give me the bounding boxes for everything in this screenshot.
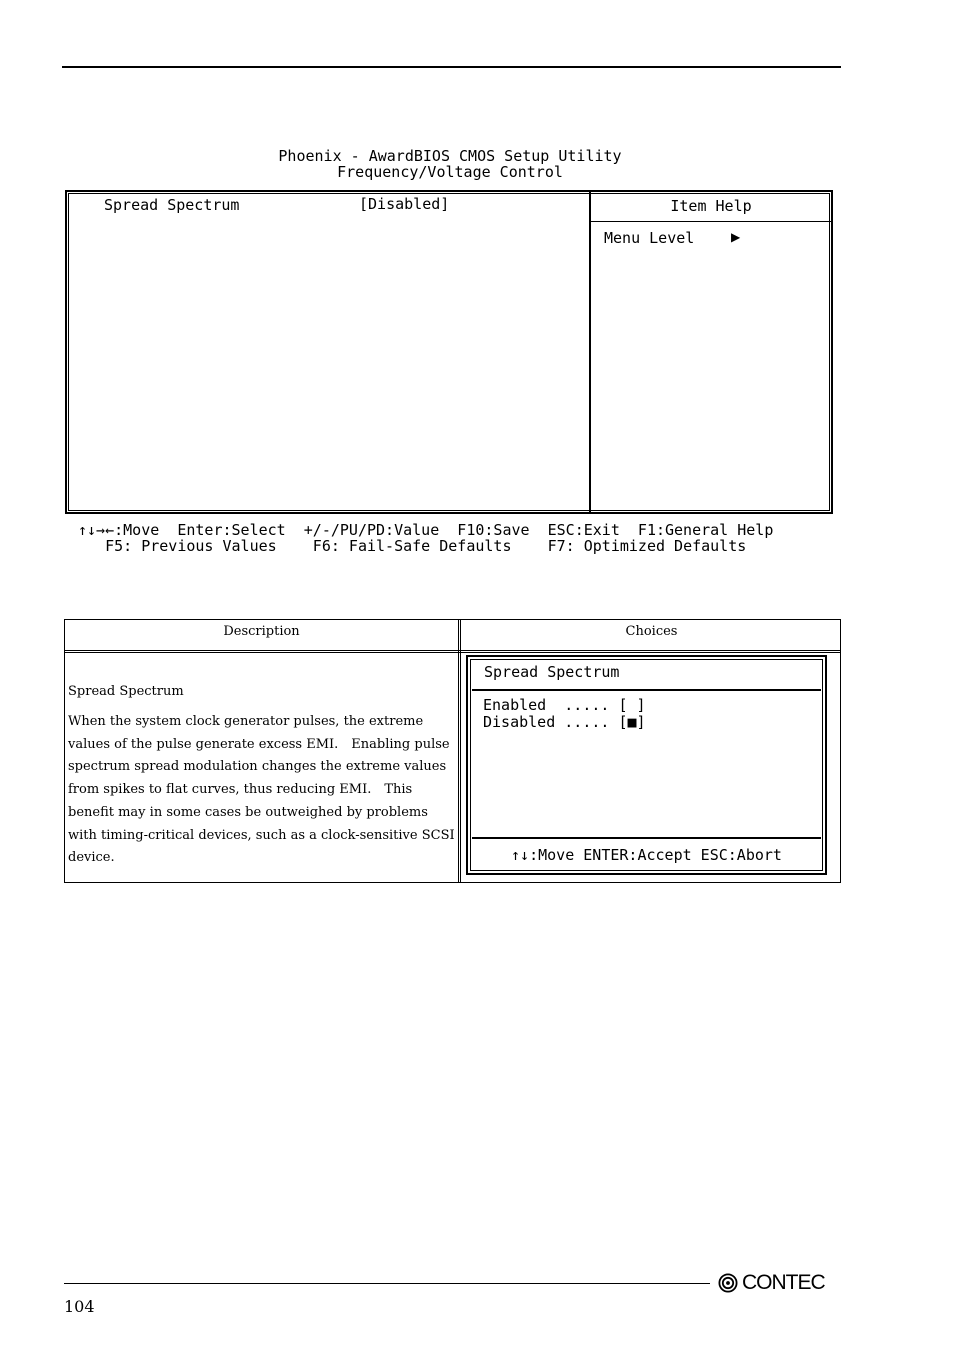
bios-screen [65,190,833,514]
column-header-description: Description [223,624,300,639]
menu-level-label: Menu Level [604,229,695,247]
bios-title [200,148,700,180]
page-number: 104 [64,1297,95,1316]
popup-title: Spread Spectrum [484,663,620,681]
choices-popup [466,655,827,875]
key-legend [78,522,773,554]
table-header-rule [65,650,840,653]
description-table [64,619,841,883]
popup-key-legend: ↑↓:Move ENTER:Accept ESC:Abort [511,846,782,864]
popup-title-rule [472,689,821,691]
header-rule [62,66,841,68]
option-disabled[interactable]: Disabled ..... [■] [483,713,646,731]
help-header-rule [591,221,831,222]
setting-spread-spectrum-value[interactable]: [Disabled] [359,195,450,213]
column-header-choices: Choices [625,624,678,639]
footer-rule [64,1283,710,1284]
setting-spread-spectrum-label[interactable]: Spread Spectrum [104,196,240,214]
item-help-title: Item Help [670,197,752,215]
triangle-right-icon: ▶ [731,230,741,244]
bios-help-divider [589,192,591,512]
option-enabled[interactable]: Enabled ..... [ ] [483,696,646,714]
logo-text: CONTEC [742,1271,825,1294]
key-legend-line2: F5: Previous Values F6: Fail-Safe Defaults F7: Optimized Defaults [105,537,747,555]
description-text: When the system clock generator pulses, the extreme values of the pulse generate excess EMI. Enabling pulse spectrum spread modulation changes the extreme values from spikes to flat curves, thus reducing EMI. This benefit may in some cases be outweighed by problems with timing-critical devices, such as a clock-sensitive SCSI device. [68,714,455,866]
key-legend-line1: ↑↓→←:Move Enter:Select +/-/PU/PD:Value F10:Save ESC:Exit F1:General Help [78,521,774,539]
bios-title-line1: Phoenix - AwardBIOS CMOS Setup Utility [278,147,622,165]
concentric-circles-icon [718,1273,738,1293]
bios-screen-inner-border [68,193,830,511]
description-item-title: Spread Spectrum [68,684,184,699]
bios-title-line2: Frequency/Voltage Control [337,163,563,181]
contec-logo [718,1271,825,1295]
popup-footer-rule [472,837,821,839]
